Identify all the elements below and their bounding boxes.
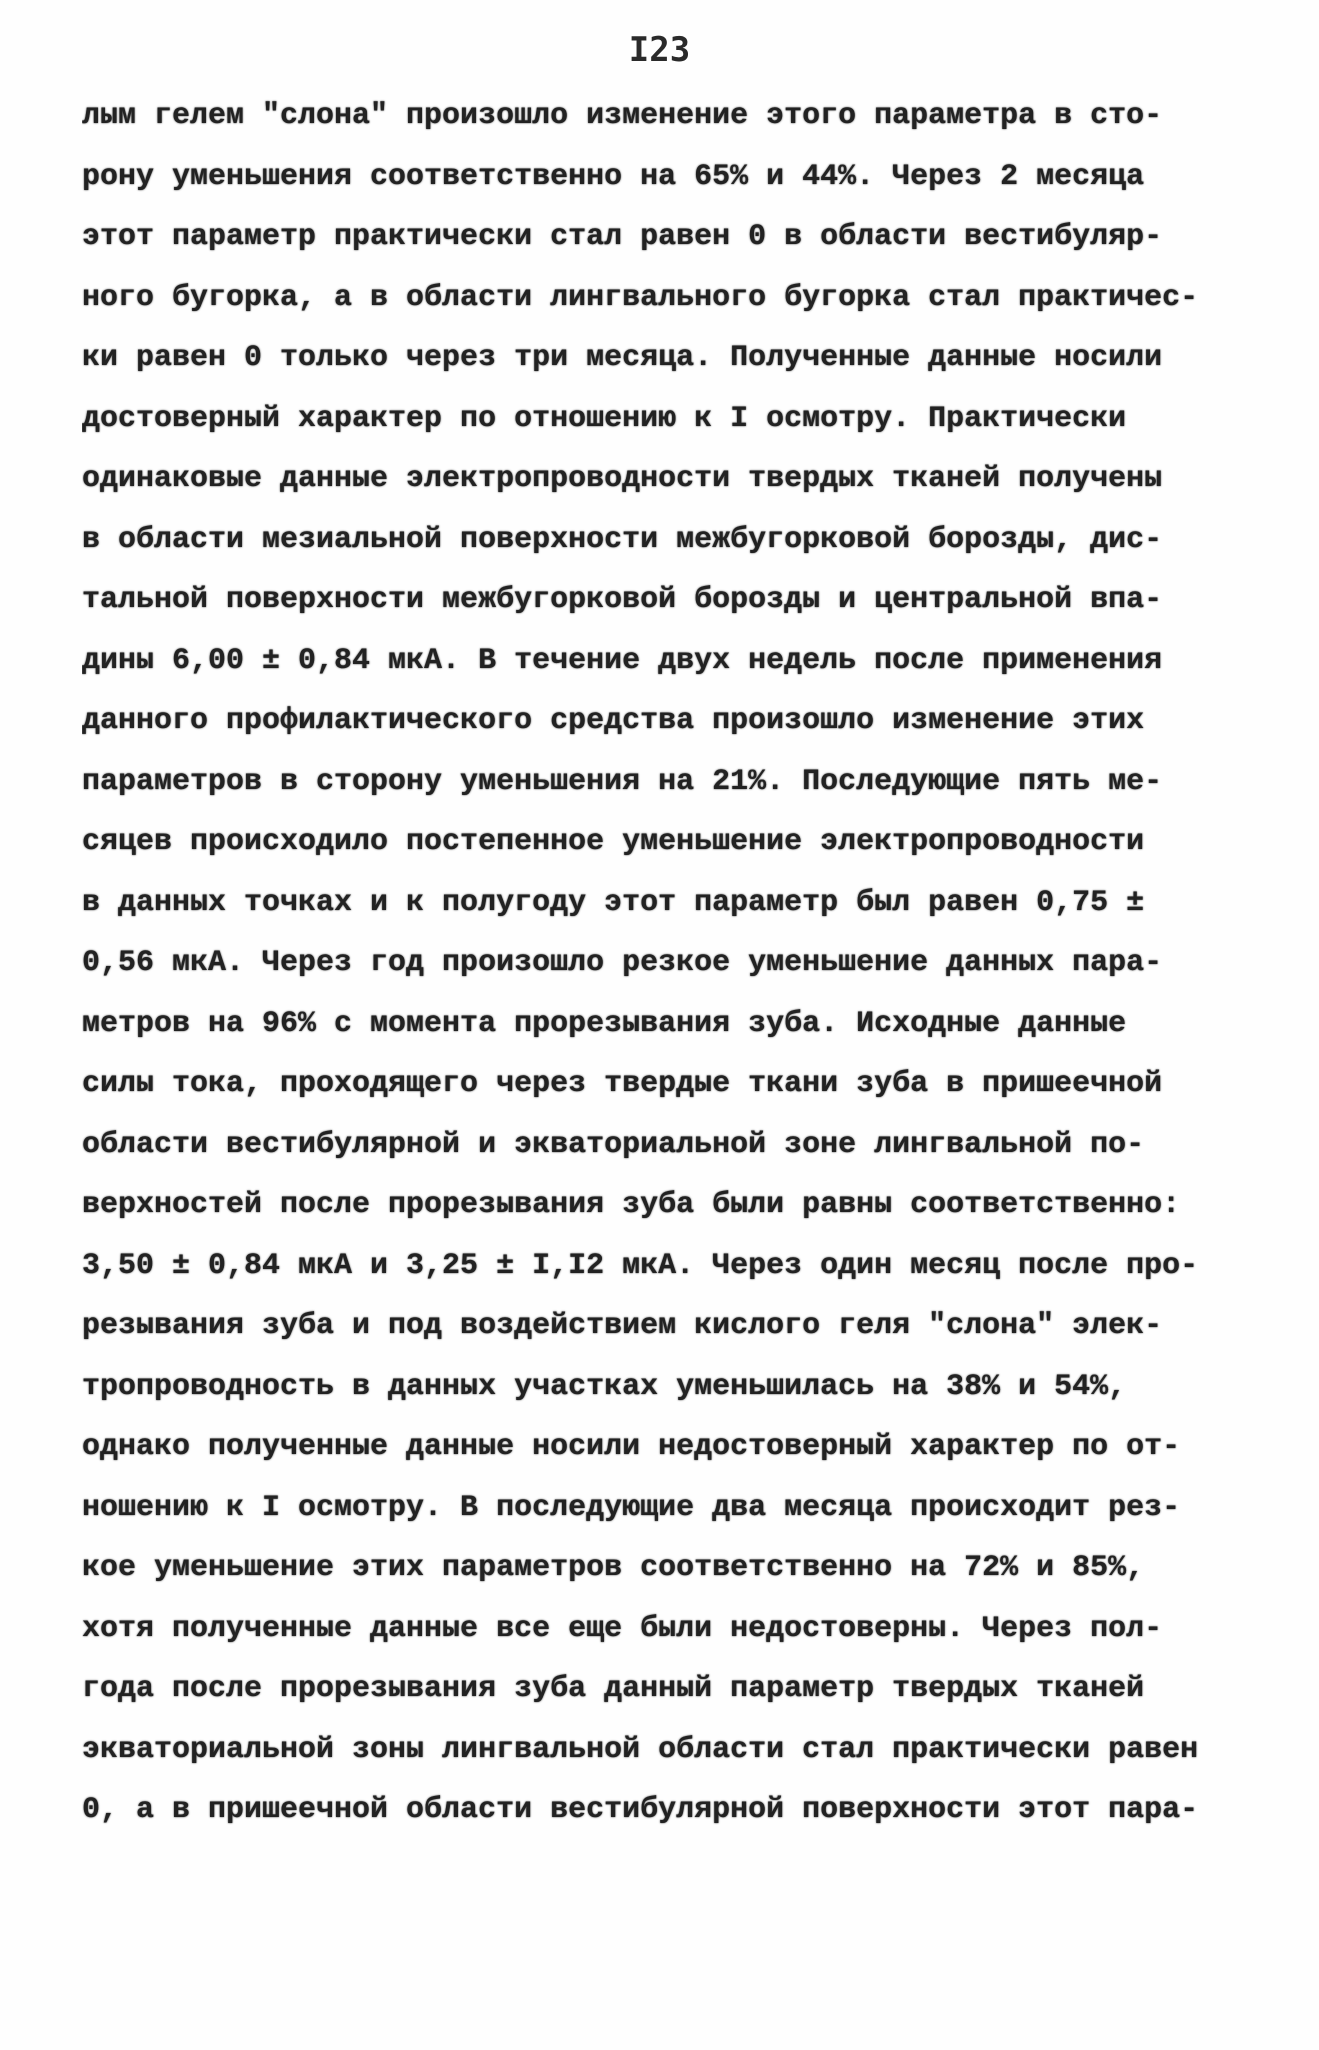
text-line: достоверный характер по отношению к I осмотру. Практически [82, 401, 1127, 436]
text-line: сяцев происходило постепенное уменьшение электропроводности [82, 825, 1145, 859]
text-line: тальной поверхности межбугорковой борозды и центральной впа- [82, 583, 1163, 617]
text-line: кое уменьшение этих параметров соответственно на 72% и 85%, [82, 1551, 1145, 1585]
text-line: в области мезиальной поверхности межбугорковой борозды, дис- [82, 522, 1163, 557]
text-line: параметров в сторону уменьшения на 21%. Последующие пять ме- [82, 764, 1163, 799]
text-line: года после прорезывания зуба данный параметр твердых тканей [82, 1672, 1145, 1706]
text-line: однако полученные данные носили недостоверный характер по от- [82, 1430, 1181, 1464]
text-line: лым гелем "слона" произошло изменение этого параметра в сто- [82, 99, 1163, 133]
text-line: силы тока, проходящего через твердые ткани зуба в пришеечной [82, 1067, 1163, 1101]
text-line: верхностей после прорезывания зуба были равны соответственно: [82, 1188, 1181, 1222]
body-text [82, 86, 1242, 1841]
text-line: дины 6,00 ± 0,84 мкА. В течение двух недель после применения [82, 643, 1163, 678]
text-line: этот параметр практически стал равен 0 в области вестибуляр- [82, 220, 1163, 254]
text-line: метров на 96% с момента прорезывания зуба. Исходные данные [82, 1006, 1127, 1041]
text-line: тропроводность в данных участках уменьшилась на 38% и 54%, [82, 1369, 1127, 1404]
text-line: хотя полученные данные все еще были недостоверны. Через пол- [82, 1611, 1163, 1646]
text-line: резывания зуба и под воздействием кислого геля "слона" элек- [82, 1309, 1163, 1343]
text-line: одинаковые данные электропроводности твердых тканей получены [82, 462, 1163, 496]
text-line: рону уменьшения соответственно на 65% и 44%. Через 2 месяца [82, 159, 1145, 194]
text-line: ношению к I осмотру. В последующие два месяца происходит рез- [82, 1490, 1181, 1525]
text-line: данного профилактического средства произошло изменение этих [82, 704, 1145, 738]
text-line: ки равен 0 только через три месяца. Полученные данные носили [82, 341, 1163, 375]
text-line: экваториальной зоны лингвальной области стал практически равен [82, 1732, 1199, 1767]
text-line: области вестибулярной и экваториальной зоне лингвальной по- [82, 1127, 1145, 1162]
text-line: 0, а в пришеечной области вестибулярной поверхности этот пара- [82, 1793, 1199, 1827]
text-line: ного бугорка, а в области лингвального бугорка стал практичес- [82, 280, 1199, 315]
page-number: I23 [628, 30, 691, 70]
text-line: 0,56 мкА. Через год произошло резкое уменьшение данных пара- [82, 946, 1163, 980]
text-line: в данных точках и к полугоду этот параметр был равен 0,75 ± [82, 885, 1145, 920]
text-line: 3,50 ± 0,84 мкА и 3,25 ± I,I2 мкА. Через один месяц после про- [82, 1248, 1199, 1283]
